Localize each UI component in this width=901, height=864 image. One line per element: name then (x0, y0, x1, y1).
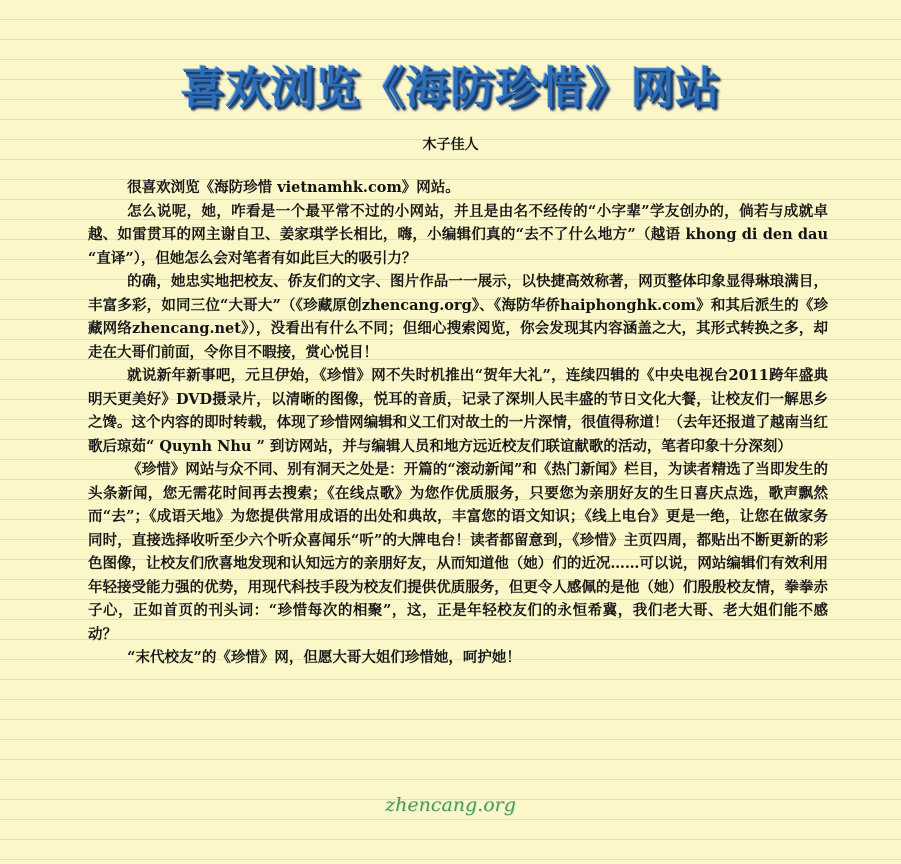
footer-watermark: zhencang.org (385, 794, 516, 816)
paragraph-5: 《珍惜》网站与众不同、别有洞天之处是：开篇的“滚动新闻”和《热门新闻》栏目，为读者精选了当即发生的头条新闻，您无需花时间再去搜索；《在线点歌》为您作优质服务，只要您为亲朋好友的生日喜庆点选，歌声飘然而“去”；《成语天地》为您提供常用成语的出处和典故，丰富您的语文知识；《线上电台》更是一绝，让您在做家务同时，直接选择收听至少六个听众喜闻乐“听”的大牌电台！读者都留意到，《珍惜》主页四周，都贴出不断更新的彩色图像，让校友们欣喜地发现和认知远方的亲朋好友，从而知道他（她）们的近况……可以说，网站编辑们有效利用年轻接受能力强的优势，用现代科技手段为校友们提供优质服务，但更令人感佩的是他（她）们殷殷校友情，拳拳赤子心，正如首页的刊头词：“珍惜每次的相聚”，这，正是年轻校友们的永恒希冀，我们老大哥、老大姐们能不感动？ (88, 461, 828, 643)
paragraph-2: 怎么说呢，她，咋看是一个最平常不过的小网站，并且是由名不经传的“小字辈”学友创办的，倘若与成就卓越、如雷贯耳的网主谢自卫、姜家琪学长相比，嗨，小编辑们真的“去不了什么地方”（越语 khong di den dau “直译”），但她怎么会对笔者有如此巨大的吸引力？ (88, 202, 828, 267)
paragraph-6: “末代校友”的《珍惜》网，但愿大哥大姐们珍惜她，呵护她！ (127, 649, 521, 666)
paragraph-1: 很喜欢浏览《海防珍惜 vietnamhk.com》网站。 (127, 179, 460, 196)
article-title: 喜欢浏览《海防珍惜》网站 (180, 63, 721, 114)
article-author: 木子佳人 (422, 137, 479, 153)
article-body (88, 176, 828, 670)
paragraph-3: 的确，她忠实地把校友、侨友们的文字、图片作品一一展示，以快捷高效称著，网页整体印象显得琳琅满目，丰富多彩，如同三位“大哥大”（《珍藏原创zhencang.org》、《海防华侨haiphonghk.com》和其后派生的《珍藏网络zhencang.net》），没看出有什么不同；但细心搜索阅览，你会发现其内容涵盖之大，其形式转换之多，却走在大哥们前面，令你目不暇接，赏心悦目！ (88, 273, 828, 361)
paragraph-4: 就说新年新事吧，元旦伊始，《珍惜》网不失时机推出“贺年大礼”，连续四辑的《中央电视台2011跨年盛典 明天更美好》DVD摄录片，以清晰的图像，悦耳的音质，记录了深圳人民丰盛的节日文化大餐，让校友们一解思乡之馋。这个内容的即时转载，体现了珍惜网编辑和义工们对故土的一片深情，很值得称道！（去年还报道了越南当红歌后琼茹“ Quynh Nhu ” 到访网站，并与编辑人员和地方远近校友们联谊献歌的活动，笔者印象十分深刻） (88, 367, 828, 455)
